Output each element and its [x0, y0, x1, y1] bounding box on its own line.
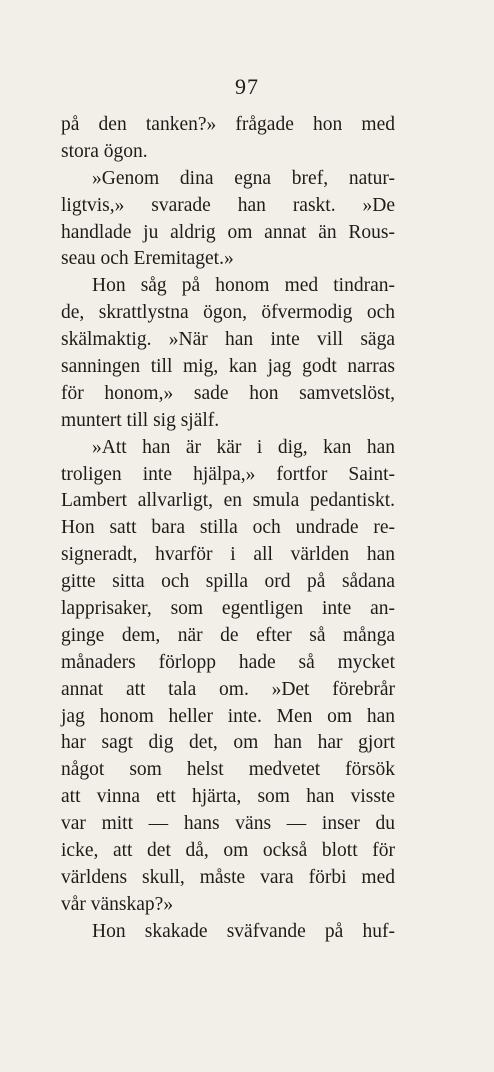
text-line: signeradt, hvarför i all världen han	[61, 544, 395, 566]
text-line: gitte sitta och spilla ord på sådana	[61, 571, 395, 593]
text-line: Hon satt bara stilla och undrade re-	[61, 517, 395, 539]
text-line: vår vänskap?»	[61, 893, 174, 915]
text-line: månaders förlopp hade så mycket	[61, 651, 395, 673]
text-line: ginge dem, när de efter så många	[61, 624, 395, 646]
text-line: på den tanken?» frågade hon med	[61, 114, 395, 135]
text-line: Lambert allvarligt, en smula pedantiskt.	[61, 490, 395, 512]
text-line: något som helst medvetet försök	[61, 759, 395, 781]
text-line: har sagt dig det, om han har gjort	[61, 732, 395, 754]
text-line: muntert till sig själf.	[61, 409, 220, 431]
text-line: sanningen till mig, kan jag godt narras	[61, 356, 395, 378]
text-line: för honom,» sade hon samvetslöst,	[61, 382, 395, 404]
text-line: Hon såg på honom med tindran-	[92, 275, 395, 297]
text-line: världens skull, måste vara förbi med	[61, 866, 395, 888]
text-line: »Att han är kär i dig, kan han	[92, 436, 395, 458]
text-line: stora ögon.	[61, 140, 148, 162]
text-line: lapprisaker, som egentligen inte an-	[61, 598, 395, 620]
body-text	[61, 112, 395, 946]
text-line: ligtvis,» svarade han raskt. »De	[61, 194, 395, 216]
text-line: troligen inte hjälpa,» fortfor Saint-	[61, 463, 395, 485]
text-line: annat att tala om. »Det förebrår	[61, 678, 395, 700]
text-line: var mitt — hans väns — inser du	[61, 813, 395, 835]
text-line: att vinna ett hjärta, som han visste	[61, 786, 395, 808]
text-line: jag honom heller inte. Men om han	[61, 705, 395, 727]
page-number: 97	[235, 74, 259, 99]
text-line: handlade ju aldrig om annat än Rous-	[61, 221, 395, 243]
text-line: Hon skakade sväfvande på huf-	[92, 920, 395, 942]
text-line: seau och Eremitaget.»	[61, 248, 234, 270]
text-line: skälmaktig. »När han inte vill säga	[61, 329, 395, 351]
text-line: de, skrattlystna ögon, öfvermodig och	[61, 302, 395, 324]
text-line: »Genom dina egna bref, natur-	[92, 167, 395, 189]
text-line: icke, att det då, om också blott för	[61, 840, 395, 862]
